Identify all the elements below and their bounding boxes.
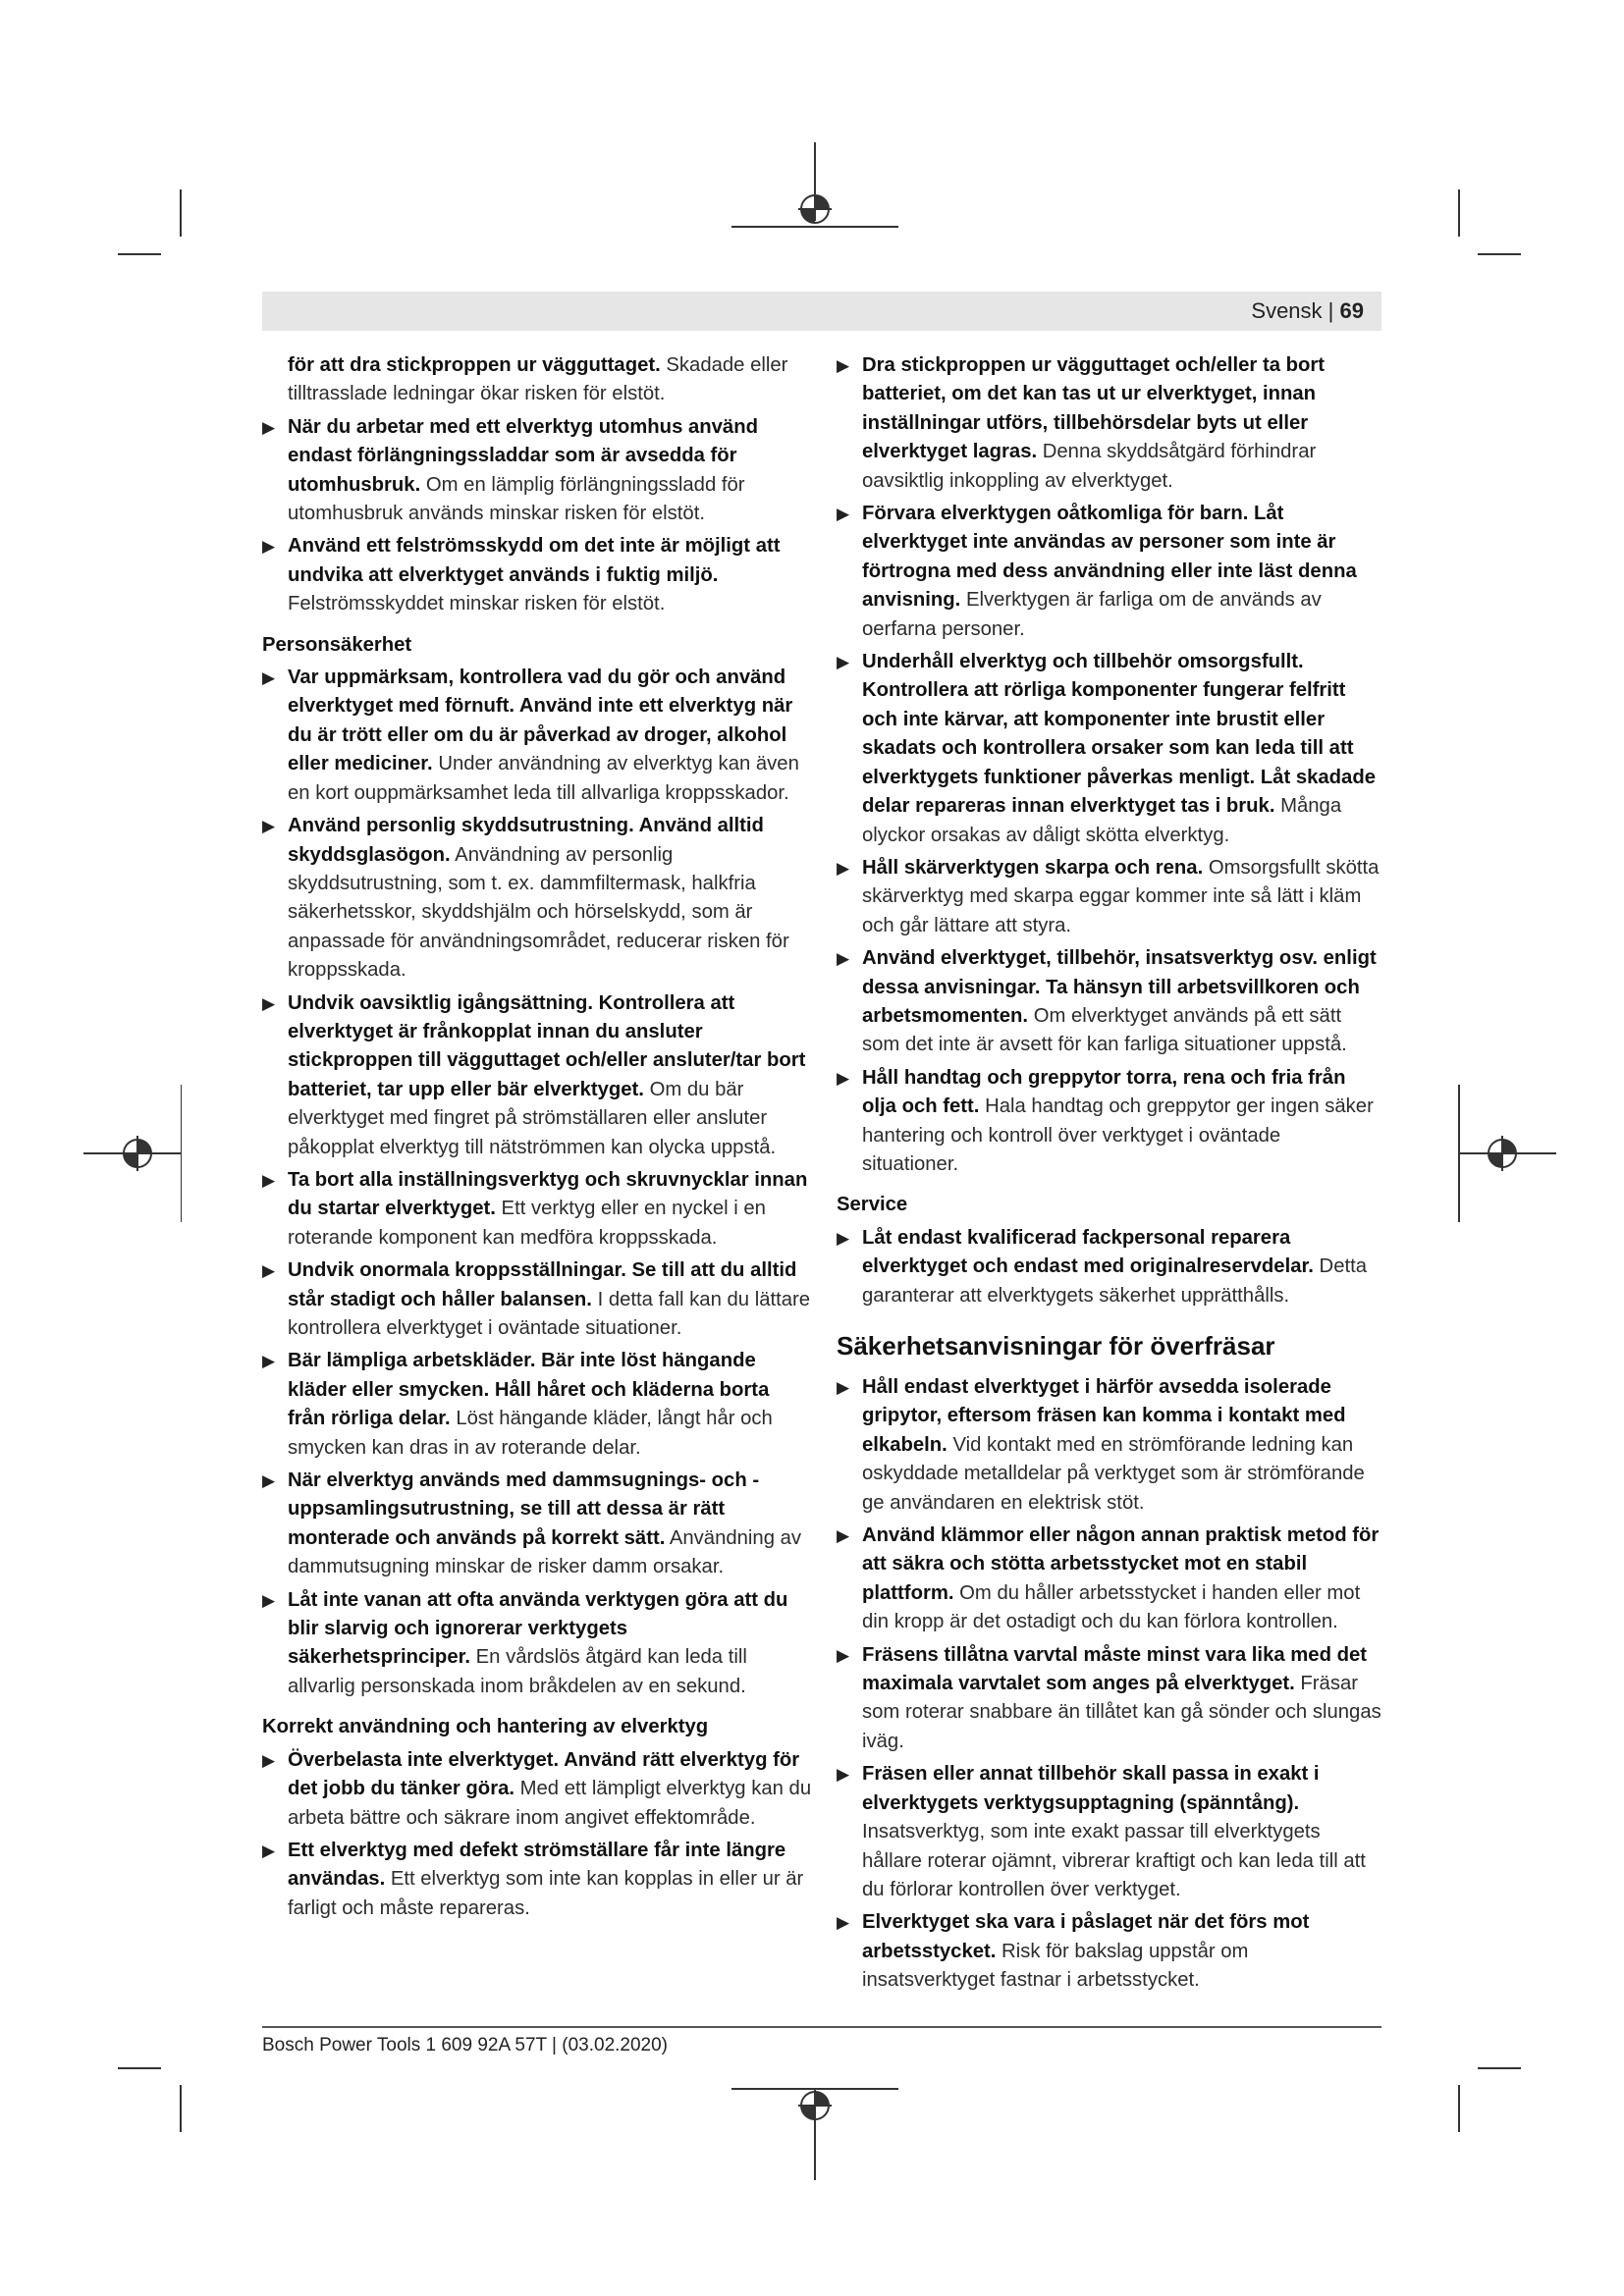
instruction-bold: Använd personlig skyddsutrustning. Använd alltid skyddsglasögon. [288,815,764,866]
instruction-bold: Underhåll elverktyg och tillbehör omsorgsfullt. Kontrollera att rörliga komponenter fungerar felfritt och inte kärvar, att komponenter inte brustit eller skadats och kontrollera orsaker som kan leda till att elverktygets funktioner påverkas menligt. Låt skadade delar repareras innan elverktyget tas i bruk. [862,651,1377,818]
subheading: Korrekt användning och hantering av elverktyg [262,1716,709,1738]
right-column [837,351,1381,2000]
instruction-bold: Överbelasta inte elverktyget. Använd rätt elverktyg för det jobb du tänker göra. [288,1748,800,1800]
instruction-bold: Ta bort alla inställningsverktyg och skruvnycklar innan du startar elverktyget. [288,1168,808,1220]
instruction-text: I detta fall kan du lättare kontrollera elverktyget i oväntade situationer. [288,1288,811,1339]
instruction-bold: Fräsen eller annat tillbehör skall passa in exakt i elverktygets verktygsupptagning (spänntång). [862,1763,1320,1814]
left-column [262,351,812,1927]
crop-mark-top-left-h [118,253,161,255]
instruction-bold: Elverktyget ska vara i påslaget när det förs mot arbetsstycket. [862,1911,1310,1962]
instruction-bold: När elverktyg används med dammsugnings- och -uppsamlingsutrustning, se till att dessa är rätt monterade och används på korrekt sätt. [288,1469,760,1549]
instruction-item [262,1467,812,1582]
registration-mark-left-icon [83,1085,182,1222]
instruction-text: Elverktygen är farliga om de används av oerfarna personer. [862,589,1322,640]
registration-mark-right-icon [1458,1085,1556,1222]
instruction-bold: för att dra stickproppen ur vägguttaget. [288,354,661,376]
crop-mark-top-left-v [180,189,182,237]
instruction-bold: När du arbetar med ett elverktyg utomhus använd endast förlängningssladdar som är avsedda för utomhusbruk. [288,415,758,496]
crop-mark-bottom-left-v [180,2085,182,2132]
instruction-text: Hala handtag och greppytor ger ingen säker hantering och kontroll över verktyget i oväntade situationer. [862,1095,1374,1175]
bullet-arrow-icon: ▶ [837,1378,850,1397]
instruction-item [262,1256,812,1343]
instruction-item [837,1760,1381,1904]
instruction-text: Under användning av elverktyg kan även en kort ouppmärksamhet leda till allvarliga kroppsskador. [288,753,799,804]
instruction-bold: Håll handtag och greppytor torra, rena och fria från olja och fett. [862,1066,1346,1118]
registration-mark-top-icon [731,142,898,280]
crop-mark-top-right-h [1478,253,1521,255]
instruction-bold: Låt endast kvalificerad fackpersonal reparera elverktyget och endast med originalreservdelar. [862,1226,1314,1278]
instruction-item [262,812,812,985]
crop-mark-bottom-left-h [118,2067,161,2069]
instruction-text: Insatsverktyg, som inte exakt passar till elverktygets hållare roterar ojämnt, vibrerar kraftigt och kan leda till att du förlorar kontrollen över verktyget. [862,1821,1366,1900]
instruction-item [262,532,812,618]
instruction-bold: Var uppmärksam, kontrollera vad du gör och använd elverktyget med förnuft. Använd inte ett elverktyg när du är trött eller om du är påverkad av droger, alkohol eller mediciner. [288,667,793,775]
instruction-text: Ett verktyg eller en nyckel i en roterande komponent kan medföra kroppsskada. [288,1198,766,1249]
bullet-arrow-icon: ▶ [262,537,276,557]
bullet-arrow-icon: ▶ [837,1913,850,1933]
header-separator: | [1327,298,1334,323]
bullet-arrow-icon: ▶ [837,1765,850,1785]
footer-rule [262,2026,1381,2028]
instruction-bold: Förvara elverktygen oåtkomliga för barn. Låt elverktyget inte användas av personer som inte är förtrogna med dess användning eller inte läst denna anvisning. [862,503,1357,612]
instruction-item [262,1837,812,1923]
subheading: Service [837,1194,908,1216]
instruction-text: Många olyckor orsakas av dåligt skötta elverktyg. [862,795,1342,846]
instruction-text: Skadade eller tilltrasslade ledningar ökar risken för elstöt. [288,354,788,405]
instruction-bold: Dra stickproppen ur vägguttaget och/eller ta bort batteriet, om det kan tas ut ur elverktyget, innan inställningar utförs, tillbehörsdelar byts ut eller elverktyget lagras. [862,354,1326,463]
bullet-arrow-icon: ▶ [262,1352,276,1371]
instruction-text: Denna skyddsåtgärd förhindrar oavsiktlig inkoppling av elverktyget. [862,441,1317,492]
instruction-item [837,1908,1381,1995]
instruction-text: Vid kontakt med en strömförande ledning kan oskyddade metalldelar på verktyget som är strömförande ge användaren en elektrisk stöt. [862,1433,1365,1514]
bullet-arrow-icon: ▶ [837,653,850,672]
instruction-item [837,1373,1381,1518]
instruction-item [837,1641,1381,1757]
instruction-item [262,1586,812,1702]
instruction-bold: Bär lämpliga arbetskläder. Bär inte löst hängande kläder eller smycken. Håll håret och kläderna borta från rörliga delar. [288,1350,770,1430]
bullet-arrow-icon: ▶ [262,1750,276,1770]
page-number: 69 [1339,298,1364,323]
header-language: Svensk [1251,298,1323,323]
instruction-text: Användning av dammutsugning minskar de risker damm orsakar. [288,1526,802,1578]
instruction-text: Löst hängande kläder, långt hår och smycken kan dras in av roterande delar. [288,1408,773,1459]
footer-imprint: Bosch Power Tools 1 609 92A 57T | (03.02.2020) [262,2035,669,2056]
bullet-arrow-icon: ▶ [262,817,276,836]
crop-mark-top-right-v [1458,189,1460,237]
instruction-text: Fräsar som roterar snabbare än tillåtet kan gå sönder och slungas iväg. [862,1673,1381,1752]
bullet-arrow-icon: ▶ [837,858,850,878]
instruction-text: Om en lämplig förlängningssladd för utomhusbruk används minskar risken för elstöt. [288,473,745,525]
crop-mark-bottom-right-h [1478,2067,1521,2069]
bullet-arrow-icon: ▶ [262,1261,276,1281]
bullet-arrow-icon: ▶ [262,417,276,437]
instruction-item [837,500,1381,644]
instruction-text: Om du håller arbetsstycket i handen eller mot din kropp är det ostadigt och du kan förlora kontrollen. [862,1581,1361,1633]
bullet-arrow-icon: ▶ [837,949,850,969]
bullet-arrow-icon: ▶ [262,1471,276,1491]
bullet-arrow-icon: ▶ [837,1228,850,1248]
instruction-bold: Håll skärverktygen skarpa och rena. [862,856,1204,879]
bullet-arrow-icon: ▶ [262,1590,276,1610]
bullet-arrow-icon: ▶ [837,505,850,524]
bullet-arrow-icon: ▶ [262,1170,276,1190]
bullet-arrow-icon: ▶ [837,1645,850,1665]
section-title: Säkerhetsanvisningar för överfräsar [837,1331,1275,1361]
instruction-text: En vårdslös åtgärd kan leda till allvarlig personskada inom bråkdelen av en sekund. [288,1646,747,1697]
instruction-bold: Ett elverktyg med defekt strömställare får inte längre användas. [288,1839,786,1891]
instruction-text: Omsorgsfullt skötta skärverktyg med skarpa eggar kommer inte så lätt i kläm och går lättare att styra. [862,856,1380,936]
instruction-bold: Undvik onormala kroppsställningar. Se till att du alltid står stadigt och håller balansen. [288,1259,797,1310]
instruction-item [837,944,1381,1060]
instruction-item [837,351,1381,496]
instruction-item [837,1522,1381,1637]
instruction-item [262,989,812,1162]
bullet-arrow-icon: ▶ [837,356,850,375]
instruction-item [837,1224,1381,1310]
instruction-bold: Använd klämmor eller någon annan praktisk metod för att säkra och stötta arbetsstycket mot en stabil plattform. [862,1524,1380,1604]
instruction-item [837,1064,1381,1180]
instruction-bold: Håll endast elverktyget i härför avsedda isolerade gripytor, eftersom fräsen kan komma i kontakt med elkabeln. [862,1376,1346,1456]
instruction-item [837,648,1381,850]
bullet-arrow-icon: ▶ [837,1068,850,1088]
instruction-text: Detta garanterar att elverktygets säkerhet upprätthålls. [862,1255,1368,1307]
bullet-arrow-icon: ▶ [262,1841,276,1860]
instruction-bold: Fräsens tillåtna varvtal måste minst vara lika med det maximala varvtalet som anges på elverktyget. [862,1643,1368,1695]
instruction-text: Om du bär elverktyget med fingret på strömställaren eller ansluter påkopplat elverktyg till nätströmmen kan olycka uppstå. [288,1078,777,1158]
instruction-item [262,1347,812,1463]
subheading: Personsäkerhet [262,633,412,656]
instruction-item [262,1746,812,1833]
bullet-arrow-icon: ▶ [262,993,276,1013]
instruction-text: Felströmsskyddet minskar risken för elstöt. [288,593,666,615]
instruction-bold: Använd ett felströmsskydd om det inte är möjligt att undvika att elverktyget används i fuktig miljö. [288,535,781,586]
instruction-item [262,1166,812,1253]
instruction-item [262,664,812,808]
crop-mark-bottom-right-v [1458,2085,1460,2132]
instruction-text: Om elverktyget används på ett sätt som det inte är avsett för kan farliga situationer uppstå. [862,1004,1347,1056]
instruction-item [837,854,1381,940]
bullet-arrow-icon: ▶ [262,668,276,688]
page-header [262,292,1381,331]
bullet-arrow-icon: ▶ [837,1526,850,1546]
instruction-bold: Använd elverktyget, tillbehör, insatsverktyg osv. enligt dessa anvisningar. Ta hänsyn till arbetsvillkoren och arbetsmomenten. [862,947,1377,1027]
instruction-item [262,351,812,409]
instruction-text: Ett elverktyg som inte kan kopplas in eller ur är farligt och måste repareras. [288,1868,804,1919]
instruction-bold: Låt inte vanan att ofta använda verktygen göra att du blir slarvig och ignorerar verktygets säkerhetsprinciper. [288,1588,788,1669]
header-label [1251,298,1364,324]
registration-mark-bottom-icon [731,2086,898,2184]
instruction-text: Med ett lämpligt elverktyg kan du arbeta bättre och säkrare inom angivet effektområde. [288,1778,812,1829]
instruction-bold: Undvik oavsiktlig igångsättning. Kontrollera att elverktyget är frånkopplat innan du ansluter stickproppen till vägguttaget och/eller ansluter/tar bort batteriet, tar upp eller bär elverktyget. [288,991,806,1100]
instruction-text: Risk för bakslag uppstår om insatsverktyget fastnar i arbetsstycket. [862,1940,1249,1992]
instruction-item [262,413,812,529]
instruction-text: Användning av personlig skyddsutrustning, som t. ex. dammfiltermask, halkfria säkerhetsskor, skyddshjälm och hörselskydd, som är anpassade för användningsområdet, reducerar risken för kroppsskada. [288,843,789,982]
